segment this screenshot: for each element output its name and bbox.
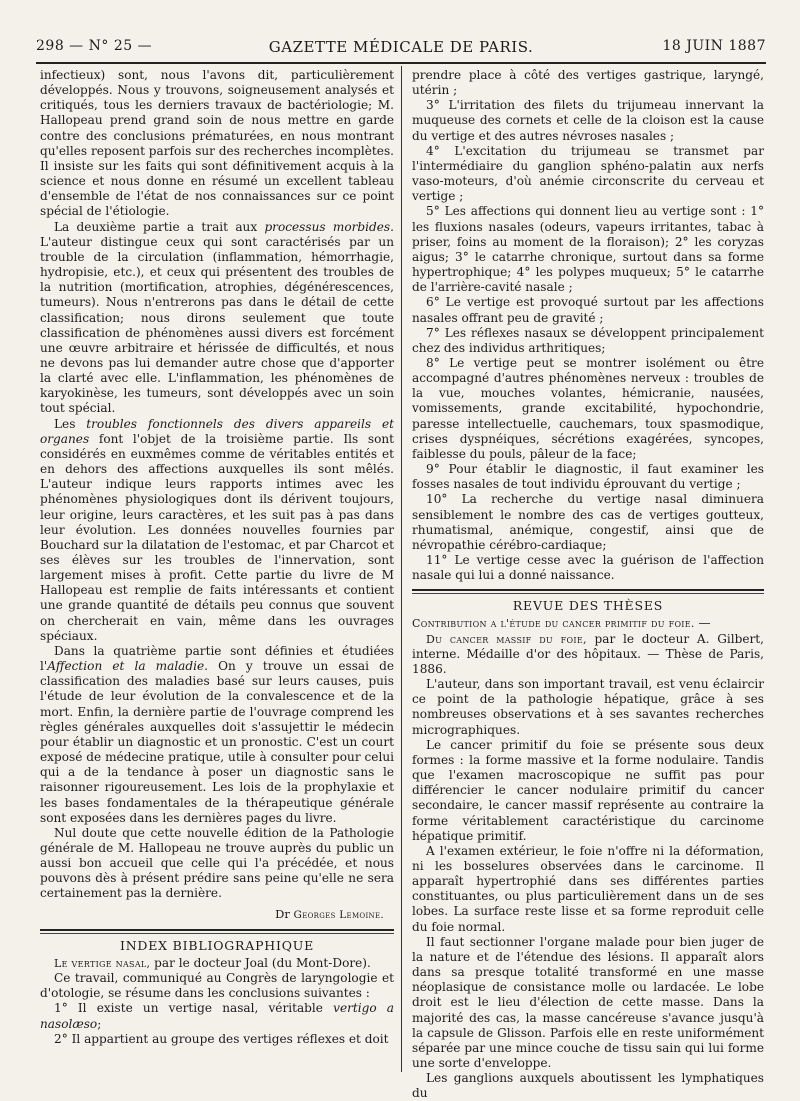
list-item: 10° La recherche du vertige nasal diminuera sensiblement le nombre des cas de vertiges goutteux, rhumatismal, anémique, congestif, ainsi que de névropathie cérébro-cardiaque;: [412, 492, 764, 552]
right-column: [412, 68, 764, 1101]
section-rule: [412, 589, 764, 591]
page-header: [36, 38, 766, 60]
list-item: 6° Le vertige est provoqué surtout par les affections nasales offrant peu de gravité ;: [412, 295, 764, 325]
thesis-series-title: Contribution a l'étude du cancer primitif du foie. —: [412, 616, 711, 631]
theses-heading: REVUE DES THÈSES: [512, 598, 664, 614]
thesis-reference: Du cancer massif du foie, par le docteur A. Gilbert, interne. Médaille d'or des hôpitaux. — Thèse de Paris, 1886.: [412, 631, 764, 676]
list-item: 2° Il appartient au groupe des vertiges réflexes et doit: [54, 1031, 389, 1046]
section-rule: [40, 929, 394, 931]
column-divider: [401, 66, 402, 1072]
list-item: 1° Il existe un vertige nasal, véritable vertigo a nasolæso;: [40, 1001, 394, 1031]
list-item: prendre place à côté des vertiges gastrique, laryngé, utérin ;: [412, 68, 764, 98]
paragraph: Nul doute que cette nouvelle édition de la Pathologie générale de M. Hallopeau ne trouve auprès du public un aussi bon accueil que celle qui l'a précédée, et nous pouvons dès à présent prédire sans peine qu'elle ne sera certainement pas la dernière.: [40, 825, 394, 901]
list-item: 3° L'irritation des filets du trijumeau innervant la muqueuse des cornets et celle de la cloison est la cause du vertige et des autres névroses nasales ;: [412, 98, 764, 143]
paragraph: L'auteur, dans son important travail, est venu éclaircir ce point de la pathologie hépatique, grâce à ses nombreuses observations et à ses savantes recherches micrographiques.: [412, 677, 764, 737]
list-item: 5° Les affections qui donnent lieu au vertige sont : 1° les fluxions nasales (odeurs, vapeurs irritantes, tabac à priser, foins au moment de la floraison); 2° les coryzas aigus; 3° le catarrhe chronique, surtout dans sa forme hypertrophique; 4° les polypes muqueux; 5° le catarrhe de l'arrière-cavité nasale ;: [412, 204, 764, 295]
section-rule: [412, 593, 764, 594]
list-item: 8° Le vertige peut se montrer isolément ou être accompagné d'autres phénomènes nerveux : troubles de la vue, mouches volantes, hémicranie, nausées, vomissements, grande excitabilité, hypochondrie, paresse intellectuelle, cauchemars, toux spasmodique, crises dyspnéiques, sécrétions exagérées, syncopes, faiblesse du pouls, pâleur de la face;: [412, 355, 764, 461]
list-item: 4° L'excitation du trijumeau se transmet par l'intermédiaire du ganglion sphéno-palatin aux nerfs vaso-moteurs, d'où anémie circonscrite du cerveau et vertige ;: [412, 143, 764, 204]
list-item: 7° Les réflexes nasaux se développent principalement chez des individus arthritiques;: [412, 325, 764, 355]
paragraph: Ce travail, communiqué au Congrès de laryngologie et d'otologie, se résume dans les conclusions suivantes :: [40, 971, 394, 1001]
section-rule: [40, 933, 394, 934]
paragraph: La deuxième partie a trait aux processus morbides. L'auteur distingue ceux qui sont caractérisés par un trouble de la circulation (inflammation, hémorrhagie, hydropisie, etc.), et ceux qui présentent des troubles de la nutrition (mortification, atrophies, dégénérescences, tumeurs). Nous n'entrerons pas dans le détail de cette classification; nous dirons seulement que toute classification de phénomènes aussi divers est forcément une œuvre arbitraire et hérissée de difficultés, et nous ne devons pas lui demander autre chose que d'apporter la clarté avec elle. L'inflammation, les phénomènes de karyokinèse, les tumeurs, sont développés avec un soin tout spécial.: [40, 219, 394, 416]
paragraph: infectieux) sont, nous l'avons dit, particulièrement développés. Nous y trouvons, soigneusement analysés et critiqués, tous les derniers travaux de bactériologie; M. Hallopeau prend grand soin de nous mettre en garde contre des conclusions prématurées, en nous montrant qu'elles reposent parfois sur des recherches incomplètes. Il insiste sur les faits qui sont définitivement acquis à la science et nous donne en résumé un excellent tableau d'ensemble de l'état de nos connaissances sur ce point spécial de l'étiologie.: [40, 68, 394, 219]
page-number: 298 — N° 25 —: [36, 38, 153, 54]
list-item: 11° Le vertige cesse avec la guérison de l'affection nasale qui lui a donné naissance.: [412, 553, 764, 583]
index-heading: INDEX BIBLIOGRAPHIQUE: [119, 937, 315, 953]
list-item: 9° Pour établir le diagnostic, il faut examiner les fosses nasales de tout individu éprouvant du vertige ;: [412, 462, 764, 492]
journal-title: GAZETTE MÉDICALE DE PARIS.: [268, 38, 534, 56]
paragraph: Dans la quatrième partie sont définies et étudiées l'Affection et la maladie. On y trouve un essai de classification des maladies basé sur leurs causes, puis l'étude de leur évolution de la convalescence et de la mort. Enfin, la dernière partie de l'ouvrage comprend les règles générales auxquelles doit s'assujettir le médecin pour établir un diagnostic et un pronostic. C'est un court exposé de médecine pratique, utile à consulter pour celui qui a de la tendance à poser un diagnostic sans le raisonner rigoureusement. Les lois de la prophylaxie et les bases fondamentales de la thérapeutique générale sont exposées dans les dernières pages du livre.: [40, 643, 394, 825]
paragraph: Les troubles fonctionnels des divers appareils et organes font l'objet de la troisième partie. Ils sont considérés en euxmêmes comme de véritables entités et en dehors des affections auxquelles ils sont mêlés. L'auteur indique leurs rapports intimes avec les phénomènes physiologiques dont ils dérivent toujours, leur origine, leurs caractères, et les suit pas à pas dans leur évolution. Les données nouvelles fournies par Bouchard sur la dilatation de l'estomac, et par Charcot et ses élèves sur les troubles de l'innervation, sont largement mises à profit. Cette partie du livre de M Hallopeau est remplie de faits intéressants et contient une grande quantité de détails peu connus que souvent on chercherait en vain, même dans les ouvrages spéciaux.: [40, 416, 394, 643]
paragraph: Les ganglions auxquels aboutissent les lymphatiques du: [412, 1071, 764, 1101]
signature: Dr Georges Lemoine.: [275, 906, 384, 921]
left-column: [40, 68, 394, 1047]
index-reference: Le vertige nasal, par le docteur Joal (du Mont-Dore).: [54, 955, 371, 970]
header-rule: [36, 62, 766, 64]
paragraph: Le cancer primitif du foie se présente sous deux formes : la forme massive et la forme nodulaire. Tandis que l'examen macroscopique ne suffit pas pour différencier le cancer nodulaire primitif du cancer secondaire, le cancer massif représente au contraire la forme véritablement caractéristique du carcinome hépatique primitif.: [412, 737, 764, 843]
paragraph: A l'examen extérieur, le foie n'offre ni la déformation, ni les bosselures observées dans le carcinome. Il apparaît hypertrophié dans ses différentes parties constituantes, ou plus particulièrement dans un de ses lobes. La surface reste lisse et sa forme reproduit celle du foie normal.: [412, 843, 764, 934]
issue-date: 18 JUIN 1887: [662, 38, 766, 54]
paragraph: Il faut sectionner l'organe malade pour bien juger de la nature et de l'étendue des lésions. Il apparaît alors dans sa presque totalité transformé en une masse néoplasique de consistance molle ou lardacée. Le lobe droit est le lieu d'élection de cette masse. Dans la majorité des cas, la masse cancéreuse s'avance jusqu'à la capsule de Glisson. Parfois elle en reste uniformément séparée par une mince couche de tissu sain qui lui forme une sorte d'enveloppe.: [412, 934, 764, 1070]
